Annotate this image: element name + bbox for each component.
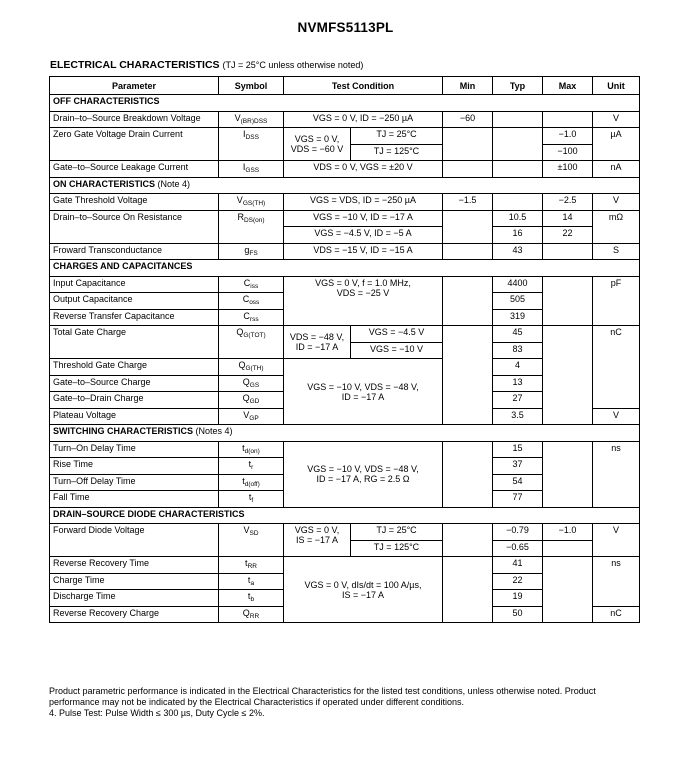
max-cell: −2.5 bbox=[543, 194, 593, 211]
param-cell: Total Gate Charge bbox=[50, 326, 219, 359]
typ-cell: 10.5 bbox=[493, 210, 543, 227]
symbol-cell: $V_{SD}$ bbox=[219, 524, 284, 557]
max-cell: −1.0 bbox=[543, 128, 593, 145]
unit-cell: nC bbox=[593, 326, 640, 409]
typ-cell: 16 bbox=[493, 227, 543, 244]
condition-line: VGS = 0 V, dIs/dt = 100 A/µs, bbox=[304, 579, 422, 590]
section-switching-title: SWITCHING CHARACTERISTICS bbox=[53, 426, 193, 436]
table-header-row bbox=[50, 77, 640, 95]
footnotes bbox=[49, 686, 641, 719]
table-title bbox=[50, 59, 363, 71]
typ-cell: 43 bbox=[493, 243, 543, 260]
typ-cell: 13 bbox=[493, 375, 543, 392]
symbol-cell: $t_b$ bbox=[219, 590, 284, 607]
typ-cell: 54 bbox=[493, 474, 543, 491]
unit-cell: V bbox=[593, 408, 640, 425]
condition-cell bbox=[284, 359, 443, 425]
symbol-cell: $Q_{GD}$ bbox=[219, 392, 284, 409]
condition-line: VGS = −10 V, VDS = −48 V, bbox=[307, 381, 419, 392]
table-row bbox=[50, 276, 640, 293]
footnote-general: Product parametric performance is indicated in the Electrical Characteristics for the listed test conditions, unless otherwise noted. Product performance may not be indicated by the Electrical Characteristics if operated under different conditions. bbox=[49, 686, 596, 707]
typ-cell: 3.5 bbox=[493, 408, 543, 425]
header-min: Min bbox=[443, 77, 493, 95]
typ-cell: 19 bbox=[493, 590, 543, 607]
param-cell: Reverse Transfer Capacitance bbox=[50, 309, 219, 326]
typ-cell: 505 bbox=[493, 293, 543, 310]
param-cell: Zero Gate Voltage Drain Current bbox=[50, 128, 219, 161]
unit-cell: µA bbox=[593, 128, 640, 161]
symbol-cell: $I_{DSS}$ bbox=[219, 128, 284, 161]
symbol-cell: $Q_{G(TH)}$ bbox=[219, 359, 284, 376]
unit-cell: V bbox=[593, 524, 640, 557]
section-diode: DRAIN–SOURCE DIODE CHARACTERISTICS bbox=[50, 507, 640, 524]
symbol-cell: $Q_{GS}$ bbox=[219, 375, 284, 392]
header-unit: Unit bbox=[593, 77, 640, 95]
typ-cell: 45 bbox=[493, 326, 543, 343]
condition-cell: TJ = 25°C bbox=[351, 524, 443, 541]
param-cell: Input Capacitance bbox=[50, 276, 219, 293]
condition-cell: VDS = −15 V, ID = −15 A bbox=[284, 243, 443, 260]
typ-cell: 319 bbox=[493, 309, 543, 326]
param-cell: Rise Time bbox=[50, 458, 219, 475]
header-typ: Typ bbox=[493, 77, 543, 95]
section-off: OFF CHARACTERISTICS bbox=[50, 95, 640, 112]
condition-cell bbox=[284, 128, 351, 161]
unit-cell: V bbox=[593, 194, 640, 211]
condition-cell bbox=[284, 441, 443, 507]
header-max: Max bbox=[543, 77, 593, 95]
table-row bbox=[50, 441, 640, 458]
section-charges: CHARGES AND CAPACITANCES bbox=[50, 260, 640, 277]
unit-cell: nA bbox=[593, 161, 640, 178]
header-parameter: Parameter bbox=[50, 77, 219, 95]
table-row bbox=[50, 524, 640, 541]
condition-line: VGS = 0 V, bbox=[294, 525, 340, 535]
condition-line: VGS = 0 V, bbox=[294, 134, 340, 144]
condition-line: VDS = −60 V bbox=[290, 144, 344, 154]
condition-cell: VGS = −4.5 V bbox=[351, 326, 443, 343]
max-cell: ±100 bbox=[543, 161, 593, 178]
condition-line: IS = −17 A bbox=[341, 589, 385, 600]
param-cell: Froward Transconductance bbox=[50, 243, 219, 260]
typ-cell: 50 bbox=[493, 606, 543, 623]
condition-cell bbox=[284, 524, 351, 557]
section-switching-note: (Notes 4) bbox=[195, 426, 233, 436]
param-cell: Output Capacitance bbox=[50, 293, 219, 310]
param-cell: Reverse Recovery Time bbox=[50, 557, 219, 574]
condition-line: ID = −17 A, RG = 2.5 Ω bbox=[316, 474, 410, 484]
condition-cell: VGS = VDS, ID = −250 µA bbox=[284, 194, 443, 211]
param-cell: Forward Diode Voltage bbox=[50, 524, 219, 557]
condition-cell: VGS = −10 V, ID = −17 A bbox=[284, 210, 443, 227]
param-cell: Fall Time bbox=[50, 491, 219, 508]
header-test-condition: Test Condition bbox=[284, 77, 443, 95]
min-cell: −60 bbox=[443, 111, 493, 128]
typ-cell: 41 bbox=[493, 557, 543, 574]
condition-cell bbox=[284, 276, 443, 326]
typ-cell: 27 bbox=[493, 392, 543, 409]
condition-line: VGS = −10 V, VDS = −48 V, bbox=[307, 464, 419, 474]
condition-cell: VGS = 0 V, ID = −250 µA bbox=[284, 111, 443, 128]
symbol-cell: $g_{FS}$ bbox=[219, 243, 284, 260]
typ-cell: 77 bbox=[493, 491, 543, 508]
condition-line: IS = −17 A bbox=[295, 535, 339, 545]
symbol-cell: $I_{GSS}$ bbox=[219, 161, 284, 178]
param-cell: Charge Time bbox=[50, 573, 219, 590]
condition-cell: VDS = 0 V, VGS = ±20 V bbox=[284, 161, 443, 178]
symbol-cell: $t_f$ bbox=[219, 491, 284, 508]
symbol-cell: $C_{rss}$ bbox=[219, 309, 284, 326]
max-cell: −100 bbox=[543, 144, 593, 161]
typ-cell: −0.65 bbox=[493, 540, 543, 557]
header-symbol: Symbol bbox=[219, 77, 284, 95]
section-on-title: ON CHARACTERISTICS bbox=[53, 178, 156, 189]
symbol-cell: $t_r$ bbox=[219, 458, 284, 475]
symbol-cell: $V_{GS(TH)}$ bbox=[219, 194, 284, 211]
param-cell: Turn–On Delay Time bbox=[50, 441, 219, 458]
param-cell: Gate Threshold Voltage bbox=[50, 194, 219, 211]
condition-cell: VGS = −4.5 V, ID = −5 A bbox=[284, 227, 443, 244]
table-row bbox=[50, 243, 640, 260]
symbol-cell: $R_{DS(on)}$ bbox=[219, 210, 284, 243]
section-on bbox=[50, 177, 640, 194]
footnote-note4: 4. Pulse Test: Pulse Width ≤ 300 µs, Duty Cycle ≤ 2%. bbox=[49, 708, 265, 718]
param-cell: Threshold Gate Charge bbox=[50, 359, 219, 376]
document-title: NVMFS5113PL bbox=[297, 20, 394, 35]
param-cell: Gate–to–Source Charge bbox=[50, 375, 219, 392]
section-on-note: (Note 4) bbox=[157, 178, 191, 189]
table-title-condition: (TJ = 25°C unless otherwise noted) bbox=[222, 60, 364, 70]
condition-cell: TJ = 125°C bbox=[351, 144, 443, 161]
condition-line: ID = −17 A bbox=[295, 342, 339, 352]
param-cell: Gate–to–Source Leakage Current bbox=[50, 161, 219, 178]
unit-cell: mΩ bbox=[593, 210, 640, 243]
param-cell: Reverse Recovery Charge bbox=[50, 606, 219, 623]
max-cell: 14 bbox=[543, 210, 593, 227]
table-row bbox=[50, 128, 640, 145]
unit-cell: ns bbox=[593, 557, 640, 607]
max-cell: −1.0 bbox=[543, 524, 593, 541]
table-row bbox=[50, 326, 640, 343]
symbol-cell: $t_a$ bbox=[219, 573, 284, 590]
table-row bbox=[50, 557, 640, 574]
condition-cell bbox=[284, 557, 443, 623]
max-cell: 22 bbox=[543, 227, 593, 244]
typ-cell: −0.79 bbox=[493, 524, 543, 541]
condition-line: VDS = −48 V, bbox=[289, 332, 345, 342]
param-cell: Turn–Off Delay Time bbox=[50, 474, 219, 491]
symbol-cell: $C_{oss}$ bbox=[219, 293, 284, 310]
unit-cell: nC bbox=[593, 606, 640, 623]
table-row bbox=[50, 161, 640, 178]
table-row bbox=[50, 210, 640, 227]
typ-cell: 83 bbox=[493, 342, 543, 359]
electrical-characteristics-table bbox=[49, 76, 640, 623]
symbol-cell: $V_{(BR)DSS}$ bbox=[219, 111, 284, 128]
symbol-cell: $t_{RR}$ bbox=[219, 557, 284, 574]
condition-cell: TJ = 25°C bbox=[351, 128, 443, 145]
symbol-cell: $V_{GP}$ bbox=[219, 408, 284, 425]
symbol-cell: $C_{iss}$ bbox=[219, 276, 284, 293]
symbol-cell: $Q_{RR}$ bbox=[219, 606, 284, 623]
typ-cell: 22 bbox=[493, 573, 543, 590]
condition-cell: TJ = 125°C bbox=[351, 540, 443, 557]
unit-cell: ns bbox=[593, 441, 640, 507]
param-cell: Drain–to–Source On Resistance bbox=[50, 210, 219, 243]
condition-line: VDS = −25 V bbox=[336, 287, 390, 298]
condition-cell bbox=[284, 326, 351, 359]
symbol-cell: $t_{d(off)}$ bbox=[219, 474, 284, 491]
param-cell: Discharge Time bbox=[50, 590, 219, 607]
typ-cell: 37 bbox=[493, 458, 543, 475]
unit-cell: V bbox=[593, 111, 640, 128]
condition-line: ID = −17 A bbox=[341, 391, 385, 402]
section-switching bbox=[50, 425, 640, 442]
typ-cell: 15 bbox=[493, 441, 543, 458]
symbol-cell: $Q_{G(TOT)}$ bbox=[219, 326, 284, 359]
table-title-text: ELECTRICAL CHARACTERISTICS bbox=[50, 59, 220, 71]
typ-cell: 4400 bbox=[493, 276, 543, 293]
param-cell: Drain–to–Source Breakdown Voltage bbox=[50, 111, 219, 128]
condition-cell: VGS = −10 V bbox=[351, 342, 443, 359]
min-cell: −1.5 bbox=[443, 194, 493, 211]
table-row bbox=[50, 111, 640, 128]
condition-line: VGS = 0 V, f = 1.0 MHz, bbox=[315, 277, 411, 288]
unit-cell: S bbox=[593, 243, 640, 260]
table-row bbox=[50, 194, 640, 211]
symbol-cell: $t_{d(on)}$ bbox=[219, 441, 284, 458]
param-cell: Plateau Voltage bbox=[50, 408, 219, 425]
typ-cell: 4 bbox=[493, 359, 543, 376]
unit-cell: pF bbox=[593, 276, 640, 326]
param-cell: Gate–to–Drain Charge bbox=[50, 392, 219, 409]
